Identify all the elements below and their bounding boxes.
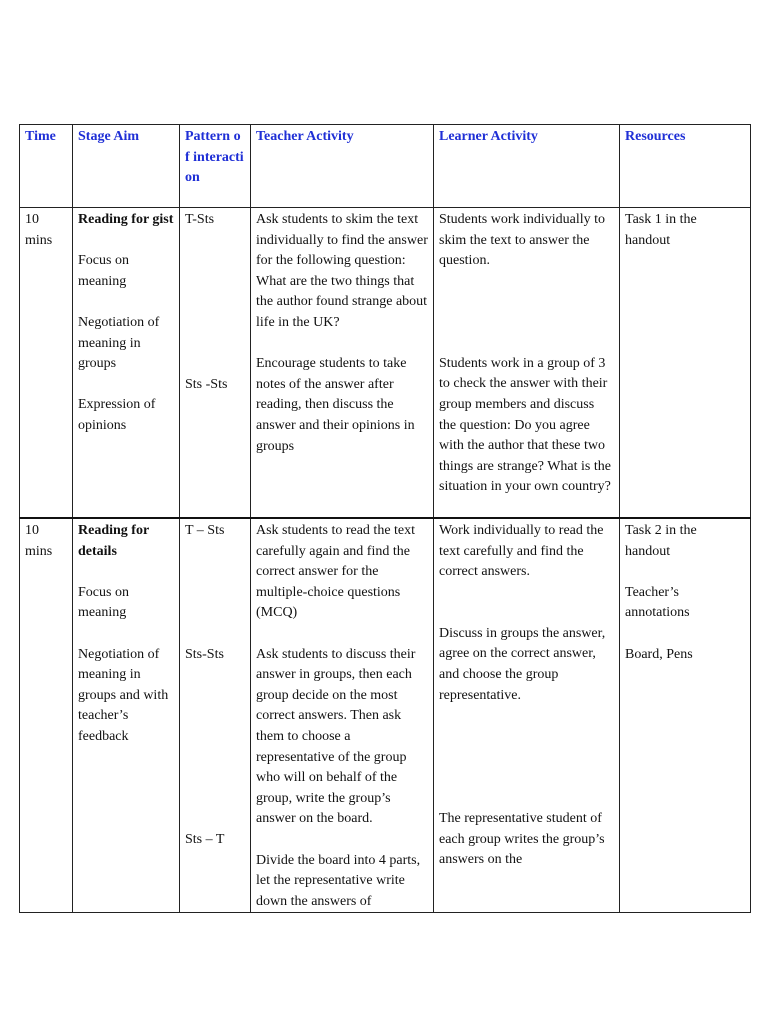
- header-teacher-activity: Teacher Activity: [251, 125, 434, 208]
- learner-activity-item: Students work in a group of 3 to check the answer with their group members and discuss the question: Do you agree with the author that these two things are strange? What is the situation in your own country?: [439, 355, 615, 495]
- teacher-activity-item: Divide the board into 4 parts, let the representative write down the answers of: [256, 852, 424, 909]
- table-row: [20, 208, 751, 519]
- header-time: Time: [20, 125, 73, 208]
- cell-teacher-activity: [251, 518, 434, 913]
- cell-stage-aim: [73, 518, 180, 913]
- header-learner-activity: Learner Activity: [434, 125, 620, 208]
- pattern-item: Sts-Sts: [185, 646, 224, 662]
- resource-item: Teacher’s annotations: [625, 584, 690, 621]
- time-text: 10 mins: [25, 212, 53, 248]
- cell-time: [20, 518, 73, 913]
- learner-activity-item: The representative student of each group writes the group’s answers on the: [439, 811, 609, 868]
- teacher-activity-item: Ask students to discuss their answer in groups, then each group decide on the most correct answers. Then ask them to choose a representative of the group who will on behalf of the group, write the group’s answer on the board.: [256, 646, 419, 827]
- teacher-activity-item: Ask students to read the text carefully again and find the correct answer for the multiple-choice questions (MCQ): [256, 523, 419, 621]
- cell-pattern: [180, 518, 251, 913]
- pattern-item: T-Sts: [185, 212, 215, 227]
- teacher-activity-item: Ask students to skim the text individually to find the answer for the following question: What are the two things that the author found strange about life in the UK?: [256, 212, 432, 330]
- pattern-item: T – Sts: [185, 523, 225, 538]
- resource-item: Task 2 in the handout: [625, 523, 701, 559]
- header-resources: Resources: [620, 125, 751, 208]
- pattern-item: Sts – T: [185, 832, 225, 848]
- cell-learner-activity: [434, 518, 620, 913]
- learner-activity-item: Students work individually to skim the text to answer the question.: [439, 212, 609, 269]
- stage-aim-item: Expression of opinions: [78, 397, 159, 433]
- pattern-item: Sts -Sts: [185, 376, 228, 392]
- time-text: 10 mins: [25, 523, 53, 559]
- cell-teacher-activity: [251, 208, 434, 519]
- stage-aim-item: Negotiation of meaning in groups and with teacher’s feedback: [78, 646, 172, 744]
- header-pattern: Pattern of interaction: [180, 125, 251, 208]
- stage-aim-item: Focus on meaning: [78, 253, 133, 289]
- stage-aim-item: Negotiation of meaning in groups: [78, 314, 163, 372]
- lesson-plan-table: [19, 124, 751, 913]
- teacher-activity-item: Encourage students to take notes of the answer after reading, then discuss the answer and their opinions in groups: [256, 356, 419, 454]
- table-header-row: [20, 125, 751, 208]
- cell-time: [20, 208, 73, 519]
- cell-learner-activity: [434, 208, 620, 519]
- learner-activity-item: Work individually to read the text carefully and find the correct answers.: [439, 523, 607, 580]
- learner-activity-item: Discuss in groups the answer, agree on the correct answer, and choose the group representative.: [439, 625, 609, 703]
- cell-resources: [620, 208, 751, 519]
- resource-item: Task 1 in the handout: [625, 212, 701, 248]
- stage-title: Reading for gist: [78, 212, 174, 227]
- stage-title: Reading for details: [78, 523, 153, 559]
- cell-resources: [620, 518, 751, 913]
- stage-aim-item: Focus on meaning: [78, 584, 133, 621]
- resource-item: Board, Pens: [625, 646, 693, 662]
- table-row: [20, 518, 751, 913]
- cell-stage-aim: [73, 208, 180, 519]
- cell-pattern: [180, 208, 251, 519]
- header-stage-aim: Stage Aim: [73, 125, 180, 208]
